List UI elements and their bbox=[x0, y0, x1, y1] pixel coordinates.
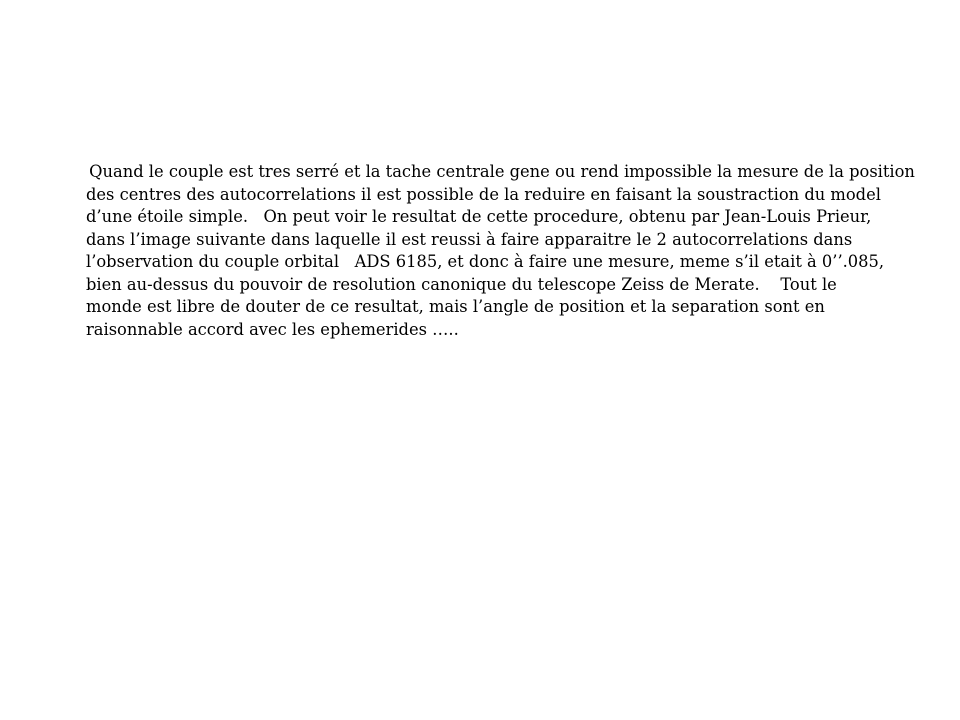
body-paragraph bbox=[86, 161, 916, 341]
paragraph-line: bien au-dessus du pouvoir de resolution canonique du telescope Zeiss de Merate. Tout le bbox=[86, 274, 837, 294]
paragraph-line: l’observation du couple orbital ADS 6185, et donc à faire une mesure, meme s’il etait à 0’’.085, bbox=[86, 252, 885, 271]
paragraph-line: Quand le couple est tres serré et la tache centrale gene ou rend impossible la mesure de la position bbox=[84, 162, 915, 181]
paragraph-line: monde est libre de douter de ce resultat, mais l’angle de position et la separation sont en bbox=[86, 297, 825, 316]
paragraph-line: d’une étoile simple. On peut voir le resultat de cette procedure, obtenu par Jean-Louis Prieur, bbox=[86, 207, 872, 226]
paragraph-line: des centres des autocorrelations il est possible de la reduire en faisant la soustraction du model bbox=[86, 184, 881, 204]
paragraph-line: dans l’image suivante dans laquelle il est reussi à faire apparaitre le 2 autocorrelations dans bbox=[86, 229, 853, 249]
paragraph-line: raisonnable accord avec les ephemerides ….. bbox=[86, 319, 459, 339]
